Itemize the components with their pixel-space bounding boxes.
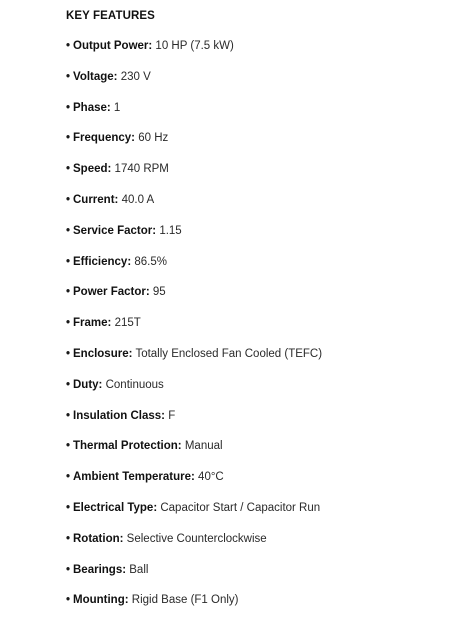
feature-item	[66, 285, 446, 300]
bullet-glyph: •	[66, 255, 71, 268]
feature-item	[66, 563, 446, 578]
key-features-section	[66, 9, 446, 624]
feature-value: Totally Enclosed Fan Cooled (TEFC)	[135, 347, 323, 360]
feature-item	[66, 193, 446, 208]
feature-label: Bearings:	[73, 563, 127, 576]
feature-item	[66, 470, 446, 485]
feature-value: 95	[152, 286, 166, 299]
bullet-glyph: •	[66, 440, 71, 453]
bullet-glyph: •	[66, 347, 71, 360]
feature-item	[66, 593, 446, 608]
feature-value: Manual	[184, 440, 223, 453]
bullet-glyph: •	[66, 378, 71, 391]
feature-label: Output Power:	[73, 40, 153, 52]
bullet-glyph: •	[66, 70, 71, 83]
feature-value: 10 HP (7.5 kW)	[155, 40, 234, 52]
feature-item	[66, 162, 446, 177]
feature-label: Ambient Temperature:	[73, 471, 195, 484]
feature-item	[66, 255, 446, 270]
feature-item	[66, 409, 446, 424]
feature-label: Insulation Class:	[73, 409, 166, 422]
feature-value: 60 Hz	[138, 132, 169, 145]
feature-list	[66, 39, 446, 608]
feature-label: Speed:	[73, 163, 112, 176]
feature-value: 86.5%	[134, 255, 167, 268]
bullet-glyph: •	[66, 224, 71, 237]
feature-label: Duty:	[73, 378, 103, 391]
feature-item	[66, 131, 446, 146]
feature-value: Selective Counterclockwise	[126, 532, 267, 545]
bullet-glyph: •	[66, 471, 71, 484]
bullet-glyph: •	[66, 132, 71, 145]
feature-item	[66, 316, 446, 331]
feature-label: Rotation:	[73, 532, 124, 545]
feature-label: Thermal Protection:	[73, 440, 182, 453]
feature-value: 1.15	[159, 224, 182, 237]
feature-item	[66, 70, 446, 85]
feature-value: F	[168, 409, 176, 422]
bullet-glyph: •	[66, 409, 71, 422]
feature-value: Ball	[129, 563, 149, 576]
section-heading: KEY FEATURES	[66, 10, 155, 22]
bullet-glyph: •	[66, 101, 71, 114]
feature-value: 230 V	[120, 70, 151, 83]
feature-value: Capacitor Start / Capacitor Run	[160, 501, 321, 514]
feature-label: Power Factor:	[73, 286, 150, 299]
feature-value: Continuous	[105, 378, 164, 391]
feature-item	[66, 439, 446, 454]
feature-value: 1	[113, 101, 121, 114]
feature-item	[66, 101, 446, 116]
bullet-glyph: •	[66, 193, 71, 206]
feature-value: 215T	[114, 317, 141, 330]
feature-item	[66, 501, 446, 516]
feature-item	[66, 224, 446, 239]
bullet-glyph: •	[66, 563, 71, 576]
feature-label: Service Factor:	[73, 224, 157, 237]
bullet-glyph: •	[66, 286, 71, 299]
feature-label: Voltage:	[73, 70, 118, 83]
feature-item	[66, 347, 446, 362]
bullet-glyph: •	[66, 532, 71, 545]
feature-label: Current:	[73, 193, 119, 206]
bullet-glyph: •	[66, 594, 71, 607]
feature-value: 40°C	[198, 471, 224, 484]
feature-label: Frequency:	[73, 132, 135, 145]
feature-value: 40.0 A	[121, 193, 155, 206]
feature-label: Mounting:	[73, 594, 129, 607]
feature-item	[66, 532, 446, 547]
feature-item	[66, 39, 446, 54]
feature-label: Enclosure:	[73, 347, 133, 360]
feature-value: 1740 RPM	[114, 163, 169, 176]
feature-value: Rigid Base (F1 Only)	[131, 594, 239, 607]
feature-label: Efficiency:	[73, 255, 132, 268]
bullet-glyph: •	[66, 163, 71, 176]
feature-label: Phase:	[73, 101, 111, 114]
feature-label: Electrical Type:	[73, 501, 158, 514]
feature-label: Frame:	[73, 317, 112, 330]
bullet-glyph: •	[66, 501, 71, 514]
feature-item	[66, 378, 446, 393]
bullet-glyph: •	[66, 40, 71, 52]
bullet-glyph: •	[66, 317, 71, 330]
